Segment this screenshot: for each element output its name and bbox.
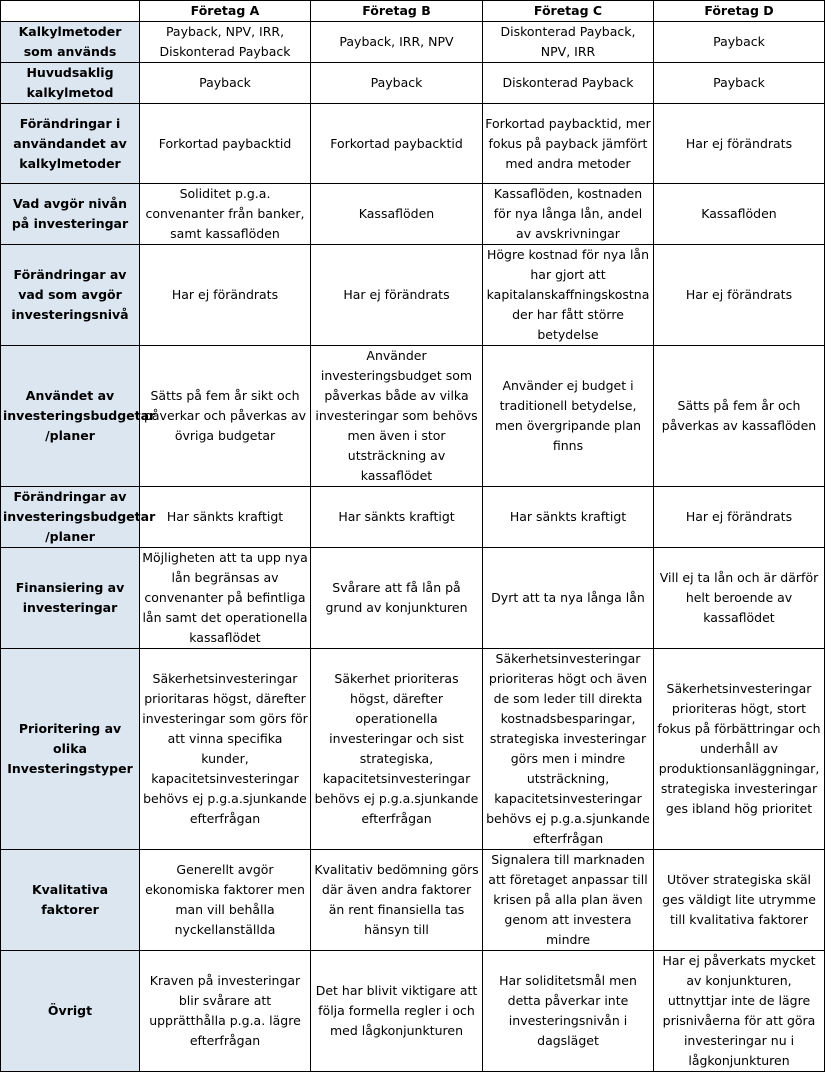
table-row: [1, 548, 825, 649]
row-label: Användet av investeringsbudgetar /planer: [1, 346, 140, 487]
row-label: Förändringar av vad som avgör investeringsnivå: [1, 245, 140, 346]
header-company-c: Företag C: [483, 1, 654, 22]
row-label: Vad avgör nivån på investeringar: [1, 184, 140, 245]
cell: Kvalitativ bedömning görs där även andra faktorer än rent finansiella tas hänsyn till: [311, 850, 483, 951]
cell: Generellt avgör ekonomiska faktorer men man vill behålla nyckellanställda: [140, 850, 311, 951]
table-row: [1, 184, 825, 245]
table-row: [1, 649, 825, 850]
row-label: Övrigt: [1, 951, 140, 1072]
cell: Utöver strategiska skäl ges väldigt lite utrymme till kvalitativa faktorer: [654, 850, 825, 951]
cell: Kraven på investeringar blir svårare att upprätthålla p.g.a. lägre efterfrågan: [140, 951, 311, 1072]
cell: Har ej förändrats: [654, 245, 825, 346]
cell: Forkortad paybacktid: [311, 104, 483, 184]
cell: Säkerhetsinvesteringar prioriteras högt och även de som leder till direkta kostnadsbesparingar, strategiska investeringar görs men i mindre utsträckning, kapacitetsinvesteringar behövs ej p.g.a.sjunkande efterfrågan: [483, 649, 654, 850]
cell: Har sänkts kraftigt: [483, 487, 654, 548]
cell: Använder ej budget i traditionell betydelse, men övergripande plan finns: [483, 346, 654, 487]
cell: Det har blivit viktigare att följa formella regler i och med lågkonjunkturen: [311, 951, 483, 1072]
cell: Diskonterad Payback, NPV, IRR: [483, 22, 654, 63]
header-company-a: Företag A: [140, 1, 311, 22]
cell: Har ej påverkats mycket av konjunkturen, uttnyttjar inte de lägre prisnivåerna för att göra investeringar nu i lågkonjunkturen: [654, 951, 825, 1072]
row-label: Finansiering av investeringar: [1, 548, 140, 649]
cell: Har soliditetsmål men detta påverkar inte investeringsnivån i dagsläget: [483, 951, 654, 1072]
cell: Soliditet p.g.a. convenanter från banker, samt kassaflöden: [140, 184, 311, 245]
header-row: [1, 1, 825, 22]
row-label: Kalkylmetoder som används: [1, 22, 140, 63]
table-row: [1, 245, 825, 346]
header-corner: [1, 1, 140, 22]
row-label: Förändringar av investeringsbudgetar /planer: [1, 487, 140, 548]
table-row: [1, 951, 825, 1072]
row-label: Huvudsaklig kalkylmetod: [1, 63, 140, 104]
cell: Har ej förändrats: [140, 245, 311, 346]
header-company-b: Företag B: [311, 1, 483, 22]
cell: Har ej förändrats: [654, 104, 825, 184]
cell: Payback: [311, 63, 483, 104]
table-row: [1, 63, 825, 104]
cell: Möjligheten att ta upp nya lån begränsas av convenanter på befintliga lån samt det operationella kassaflödet: [140, 548, 311, 649]
table-row: [1, 104, 825, 184]
cell: Har ej förändrats: [311, 245, 483, 346]
cell: Sätts på fem år sikt och påverkar och påverkas av övriga budgetar: [140, 346, 311, 487]
row-label: Förändringar i användandet av kalkylmetoder: [1, 104, 140, 184]
cell: Högre kostnad för nya lån har gjort att kapitalanskaffningskostna der har fått större betydelse: [483, 245, 654, 346]
cell: Payback: [654, 63, 825, 104]
table-row: [1, 22, 825, 63]
cell: Kassaflöden: [654, 184, 825, 245]
cell: Diskonterad Payback: [483, 63, 654, 104]
cell: Forkortad paybacktid, mer fokus på payback jämfört med andra metoder: [483, 104, 654, 184]
cell: Dyrt att ta nya långa lån: [483, 548, 654, 649]
cell: Vill ej ta lån och är därför helt beroende av kassaflödet: [654, 548, 825, 649]
cell: Payback, IRR, NPV: [311, 22, 483, 63]
cell: Forkortad paybacktid: [140, 104, 311, 184]
cell: Har sänkts kraftigt: [140, 487, 311, 548]
cell: Säkerhetsinvesteringar prioriteras högt, stort fokus på förbättringar och underhåll av produktionsanläggningar, strategiska investeringar ges ibland hög prioritet: [654, 649, 825, 850]
cell: Payback, NPV, IRR, Diskonterad Payback: [140, 22, 311, 63]
table-row: [1, 850, 825, 951]
cell: Signalera till marknaden att företaget anpassar till krisen på alla plan även genom att investera mindre: [483, 850, 654, 951]
cell: Använder investeringsbudget som påverkas både av vilka investeringar som behövs men även i stor utsträckning av kassaflödet: [311, 346, 483, 487]
cell: Payback: [140, 63, 311, 104]
cell: Kassaflöden, kostnaden för nya långa lån, andel av avskrivningar: [483, 184, 654, 245]
row-label: Kvalitativa faktorer: [1, 850, 140, 951]
cell: Payback: [654, 22, 825, 63]
row-label: Prioritering av olika Investeringstyper: [1, 649, 140, 850]
cell: Sätts på fem år och påverkas av kassaflöden: [654, 346, 825, 487]
cell: Har sänkts kraftigt: [311, 487, 483, 548]
cell: Säkerhet prioriteras högst, därefter operationella investeringar och sist strategiska, kapacitetsinvesteringar behövs ej p.g.a.sjunkande efterfrågan: [311, 649, 483, 850]
cell: Säkerhetsinvesteringar prioritaras högst, därefter investeringar som görs för att vinna specifika kunder, kapacitetsinvesteringar behövs ej p.g.a.sjunkande efterfrågan: [140, 649, 311, 850]
cell: Har ej förändrats: [654, 487, 825, 548]
table-row: [1, 346, 825, 487]
table-row: [1, 487, 825, 548]
cell: Kassaflöden: [311, 184, 483, 245]
header-company-d: Företag D: [654, 1, 825, 22]
cell: Svårare att få lån på grund av konjunkturen: [311, 548, 483, 649]
